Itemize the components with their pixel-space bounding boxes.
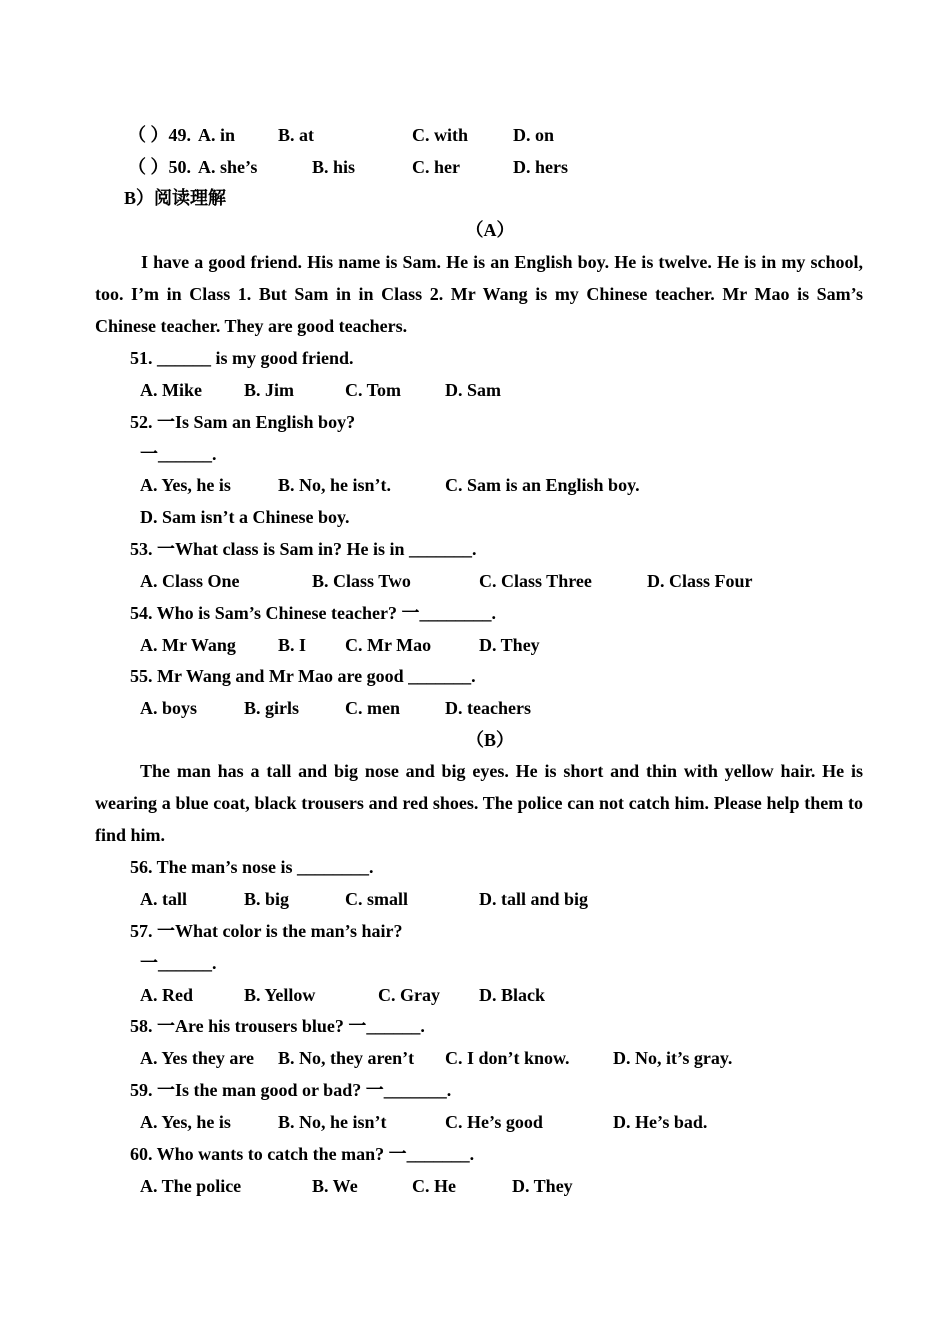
option-c: C. small [345,889,408,909]
question-57-answer-line: 一______. [140,953,217,973]
option-b: B. No, he isn’t [278,1112,387,1132]
option-c: C. He’s good [445,1112,543,1132]
option-d: D. They [479,635,540,655]
question-51-stem: 51. ______ is my good friend. [130,348,354,368]
option-c: C. with [412,125,469,145]
option-d: D. He’s bad. [613,1112,708,1132]
option-b: B. No, they aren’t [278,1048,415,1068]
option-a: A. she’s [198,157,258,177]
passage-a-heading: （A） [465,220,515,240]
section-heading: B）阅读理解 [124,188,227,208]
question-58-stem: 58. 一Are his trousers blue? 一______. [130,1016,425,1036]
option-a: A. Mr Wang [140,635,236,655]
option-c: C. men [345,698,400,718]
option-a: A. Yes, he is [140,1112,231,1132]
question-59-stem: 59. 一Is the man good or bad? 一_______. [130,1080,452,1100]
question-60-stem: 60. Who wants to catch the man? 一_______. [130,1144,475,1164]
question-number: （ ）49. [128,125,191,145]
passage-a-text: I have a good friend. His name is Sam. He is an English boy. He is twelve. He is in my school, too. I’m in Class 1. But Sam in in Class 2. Mr Wang is my Chinese teacher. Mr Mao is Sam’s Chinese teacher. They are good teachers. [95,252,863,336]
option-c: C. Tom [345,380,402,400]
passage-b-heading: （B） [465,730,514,750]
option-b: B. his [312,157,356,177]
option-a: A. tall [140,889,187,909]
option-b: B. girls [244,698,300,718]
option-a: A. The police [140,1176,242,1196]
option-a: A. in [198,125,236,145]
option-c: C. Gray [378,985,440,1005]
option-a: A. Class One [140,571,240,591]
question-52-option-d: D. Sam isn’t a Chinese boy. [140,507,350,527]
option-d: D. Black [479,985,546,1005]
option-a: A. Red [140,985,193,1005]
option-c: C. Mr Mao [345,635,432,655]
option-a: A. Mike [140,380,202,400]
option-b: B. Yellow [244,985,316,1005]
option-c: C. her [412,157,460,177]
option-d: D. Class Four [647,571,753,591]
option-d: D. No, it’s gray. [613,1048,733,1068]
option-b: B. Class Two [312,571,411,591]
question-number: （ ）50. [128,157,191,177]
question-55-stem: 55. Mr Wang and Mr Mao are good _______. [130,666,476,686]
option-b: B. No, he isn’t. [278,475,392,495]
option-d: D. Sam [445,380,502,400]
option-d: D. hers [513,157,568,177]
option-a: A. boys [140,698,198,718]
option-c: C. Sam is an English boy. [445,475,640,495]
question-56-stem: 56. The man’s nose is ________. [130,857,374,877]
question-54-stem: 54. Who is Sam’s Chinese teacher? 一________. [130,603,496,623]
option-b: B. big [244,889,290,909]
question-53-stem: 53. 一What class is Sam in? He is in _______. [130,539,477,559]
option-c: C. Class Three [479,571,592,591]
option-b: B. at [278,125,314,145]
question-52-answer-line: 一______. [140,444,217,464]
option-c: C. I don’t know. [445,1048,570,1068]
option-a: A. Yes, he is [140,475,231,495]
option-b: B. Jim [244,380,295,400]
question-52-stem: 52. 一Is Sam an English boy? [130,412,356,432]
option-d: D. teachers [445,698,531,718]
option-d: D. on [513,125,555,145]
option-d: D. tall and big [479,889,589,909]
option-b: B. I [278,635,307,655]
question-57-stem: 57. 一What color is the man’s hair? [130,921,403,941]
option-b: B. We [312,1176,358,1196]
option-c: C. He [412,1176,456,1196]
option-d: D. They [512,1176,573,1196]
option-a: A. Yes they are [140,1048,254,1068]
passage-b-text: The man has a tall and big nose and big eyes. He is short and thin with yellow hair. He is wearing a blue coat, black trousers and red shoes. The police can not catch him. Please help them to find him. [95,761,863,845]
